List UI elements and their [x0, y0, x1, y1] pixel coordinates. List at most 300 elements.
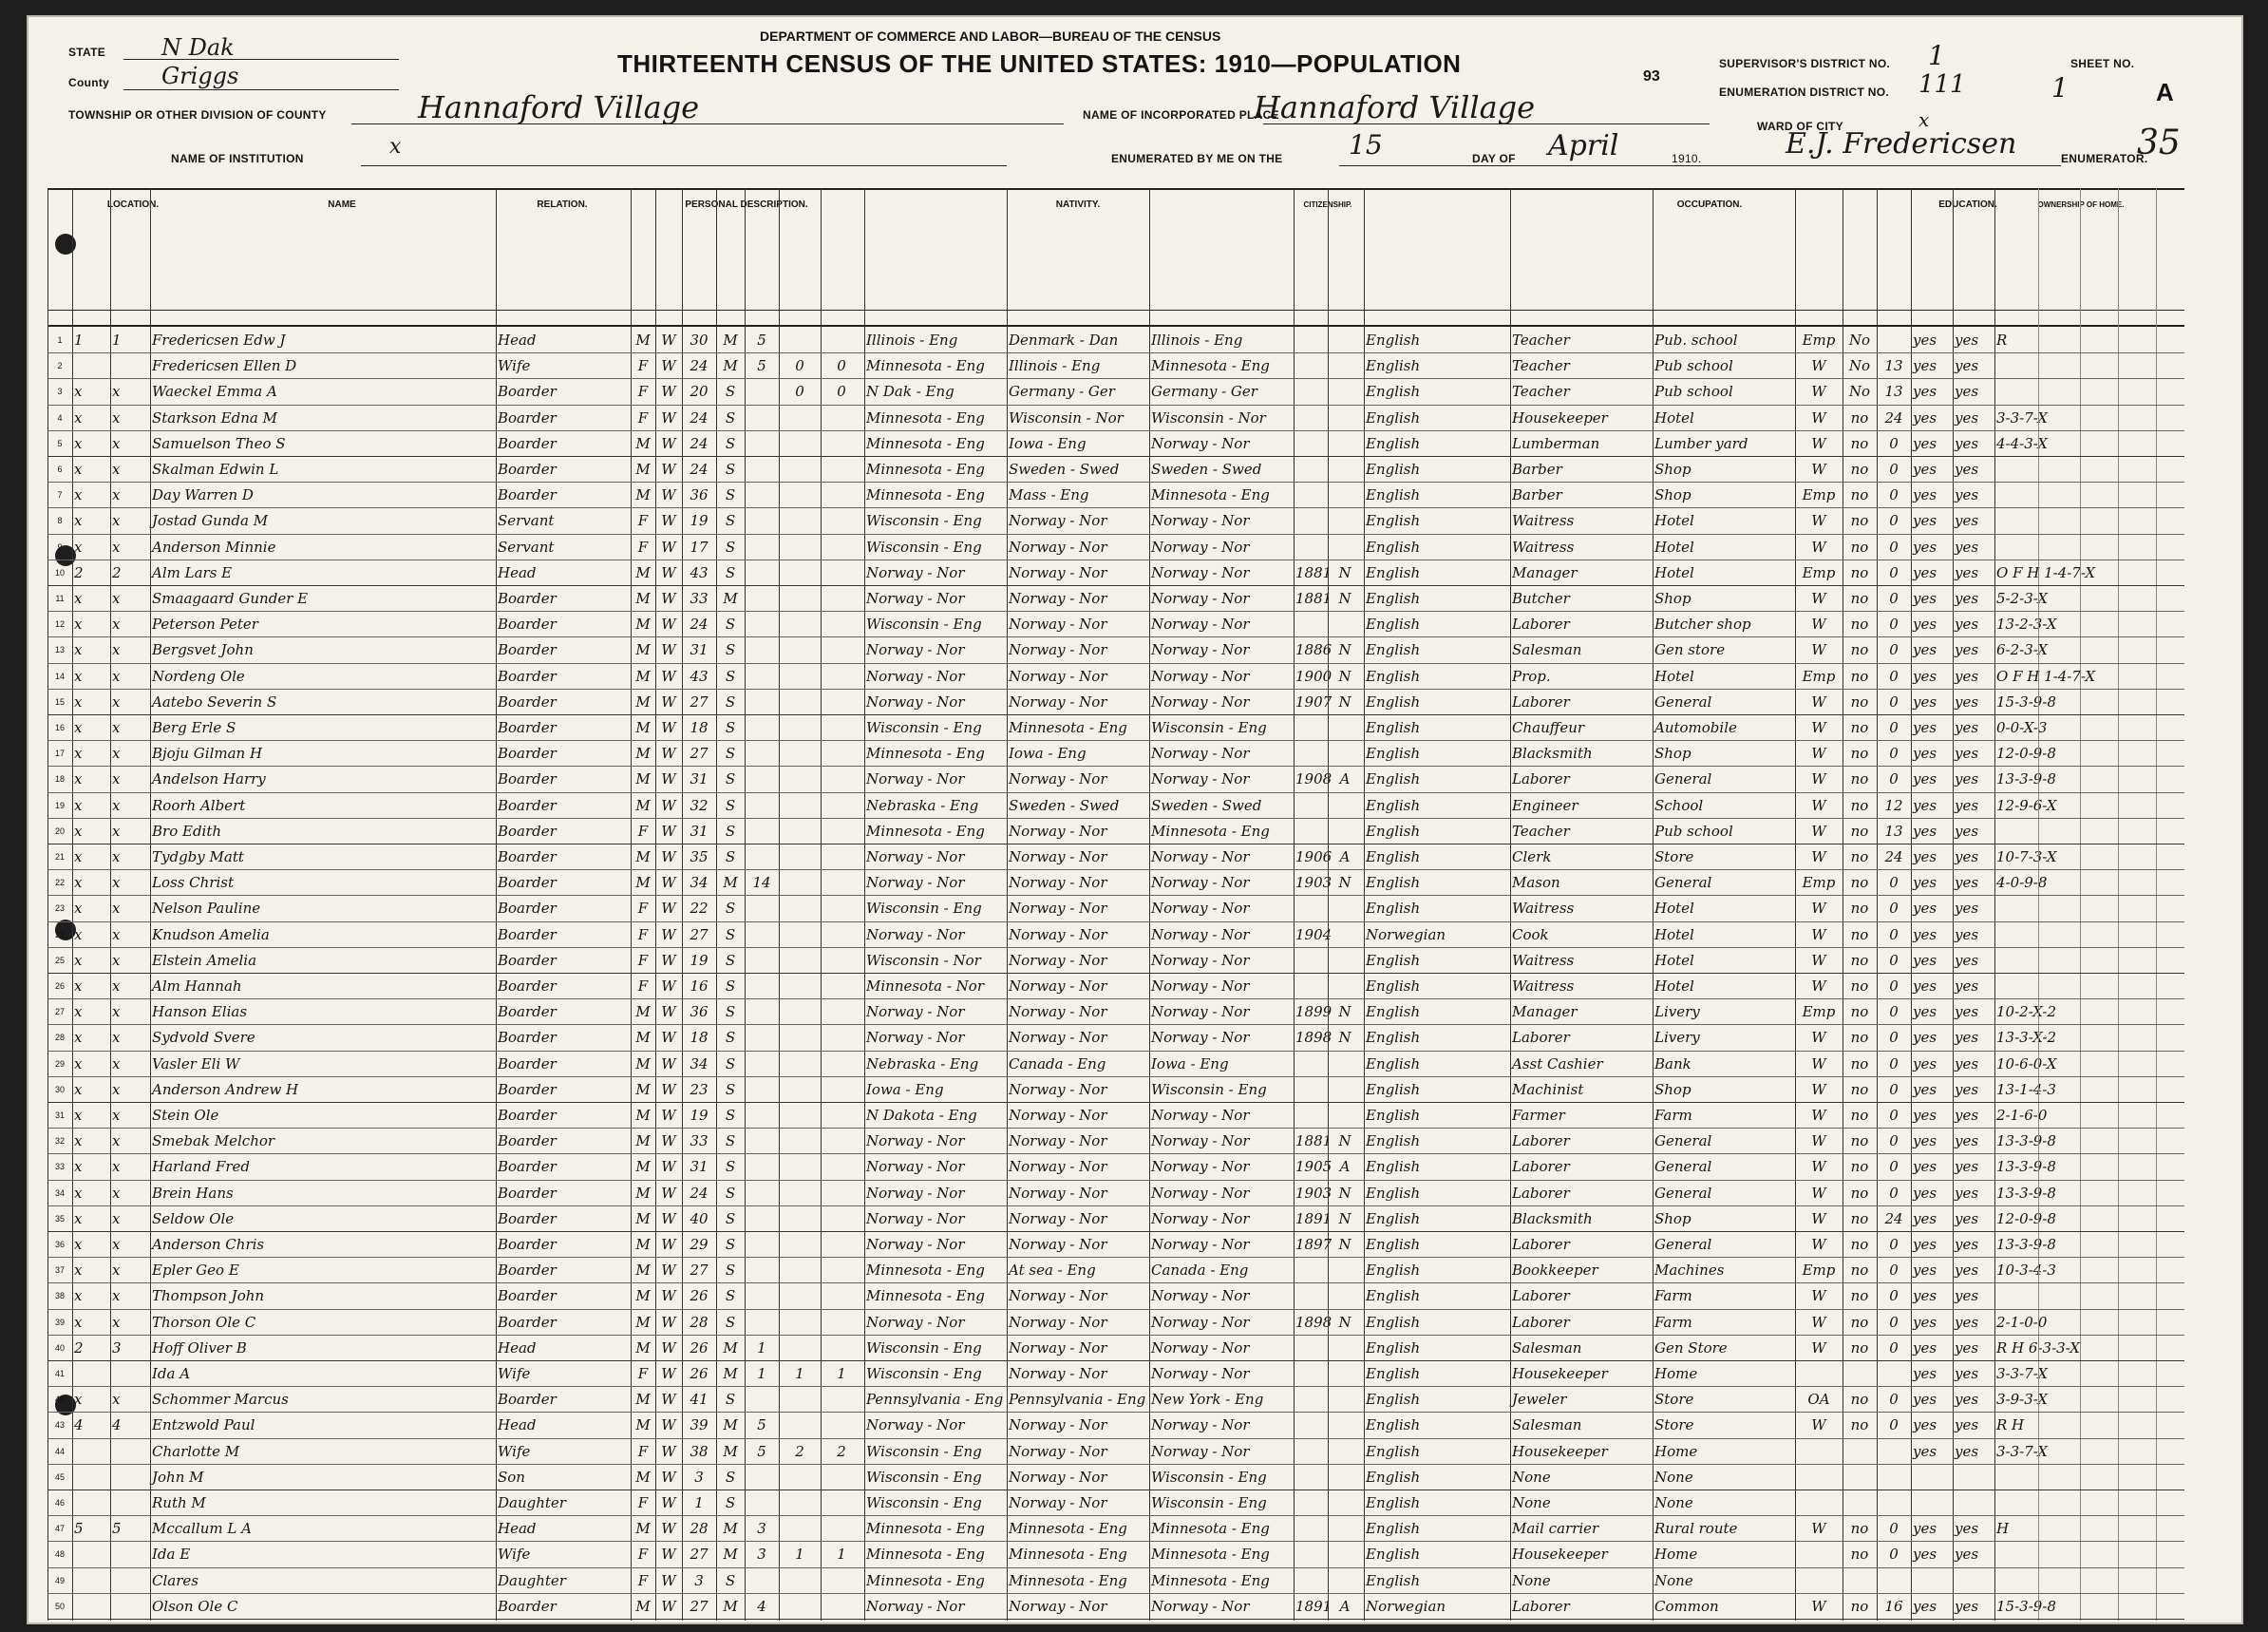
cell-n: 19: [54, 800, 65, 810]
cell-pobm: Norway - Nor: [1151, 1416, 1250, 1434]
column-rule: [1877, 188, 1878, 1621]
cell-own: [1996, 458, 2183, 481]
cell-own: [1996, 536, 2183, 559]
cell-n: 38: [54, 1291, 65, 1301]
cell-nat: [1330, 1440, 1360, 1463]
cell-d: x: [74, 434, 83, 452]
cell-write: yes: [1955, 616, 1979, 634]
cell-wks: 0: [1889, 461, 1899, 478]
cell-imm: [1295, 975, 1326, 997]
cell-rel: Boarder: [498, 590, 557, 607]
cell-pob: Norway - Nor: [866, 848, 965, 865]
cell-yrs: [747, 665, 777, 688]
cell-nat: [1330, 432, 1360, 455]
cell-nat: [1330, 509, 1360, 532]
cell-living: [822, 1182, 860, 1205]
cell-name: Anderson Andrew H: [152, 1080, 299, 1098]
cell-lang: English: [1366, 1132, 1421, 1150]
enumerator-label: ENUMERATOR.: [2061, 152, 2148, 165]
cell-read: yes: [1913, 745, 1937, 763]
cell-lang: Norwegian: [1366, 1597, 1446, 1615]
cell-kids: [781, 1259, 819, 1281]
cell-pob: Minnesota - Eng: [866, 745, 985, 763]
cell-kids: [781, 716, 819, 739]
cell-yrs: 5: [757, 1442, 766, 1460]
cell-oow: no: [1850, 951, 1869, 969]
cell-ind: Pub. school: [1654, 332, 1738, 349]
cell-n: 15: [54, 696, 65, 707]
cell-kids: [781, 845, 819, 868]
cell-oow: no: [1850, 1054, 1869, 1072]
cell-f: x: [112, 745, 121, 763]
cell-own: [1996, 1466, 2183, 1489]
cell-pobf: Norway - Nor: [1009, 512, 1107, 530]
county-label: County: [68, 76, 110, 89]
cell-living: 0: [837, 357, 846, 375]
cell-race: W: [661, 538, 676, 556]
cell-read: yes: [1913, 1080, 1937, 1098]
cell-pobm: Norway - Nor: [1151, 1184, 1250, 1202]
cell-mar: M: [723, 1546, 738, 1564]
cell-f: x: [112, 1132, 121, 1150]
cell-kids: 1: [795, 1365, 804, 1382]
sheet-value: 1: [2051, 72, 2069, 104]
cell-pobm: Minnesota - Eng: [1151, 486, 1270, 504]
cell-pob: N Dakota - Eng: [866, 1107, 977, 1124]
cell-d: x: [74, 693, 83, 711]
cell-read: yes: [1913, 383, 1937, 401]
column-rule: [682, 188, 683, 1621]
cell-read: yes: [1913, 693, 1937, 711]
cell-wks: 0: [1889, 745, 1899, 763]
cell-nat: [1330, 975, 1360, 997]
cell-kids: [781, 1026, 819, 1049]
cell-lang: English: [1366, 1391, 1421, 1409]
cell-imm: [1295, 1491, 1326, 1514]
cell-living: [822, 1388, 860, 1411]
cell-occ: Laborer: [1512, 1597, 1570, 1615]
cell-age: 18: [690, 719, 709, 736]
cell-age: 26: [690, 1338, 709, 1357]
cell-rel: Boarder: [498, 1158, 557, 1176]
cell-living: [822, 1569, 860, 1592]
cell-kids: [781, 561, 819, 584]
cell-pob: Nebraska - Eng: [866, 1054, 979, 1072]
cell-wks: 0: [1889, 590, 1899, 607]
cell-occ: Asst Cashier: [1512, 1054, 1603, 1072]
cell-imm: [1295, 509, 1326, 532]
cell-yrs: [747, 820, 777, 843]
cell-f: x: [112, 486, 121, 504]
cell-pob: Minnesota - Eng: [866, 1520, 985, 1538]
cell-emp: W: [1811, 848, 1826, 865]
cell-pobf: Norway - Nor: [1009, 1184, 1107, 1202]
cell-rel: Boarder: [498, 616, 557, 634]
cell-lang: English: [1366, 641, 1421, 659]
cell-n: 22: [54, 878, 65, 888]
cell-race: W: [661, 461, 676, 478]
enumeration-district-value: 111: [1918, 70, 1966, 99]
cell-yrs: [747, 1000, 777, 1023]
cell-oow: No: [1848, 357, 1871, 375]
row-rule: [47, 1153, 2184, 1154]
corner-stamp: 35: [2137, 123, 2181, 162]
cell-kids: [781, 691, 819, 713]
cell-pobf: Norway - Nor: [1009, 1158, 1107, 1176]
cell-pob: Iowa - Eng: [866, 1080, 944, 1098]
cell-race: W: [661, 1003, 676, 1021]
row-rule: [47, 1309, 2184, 1310]
cell-f: x: [112, 719, 121, 736]
cell-own: 3-3-7-X: [1996, 1365, 2048, 1382]
cell-sex: F: [637, 408, 649, 427]
cell-living: [822, 1311, 860, 1334]
cell-lang: English: [1366, 719, 1421, 736]
cell-d: x: [74, 641, 83, 659]
cell-age: 27: [690, 1262, 709, 1280]
cell-pobf: Denmark - Dan: [1009, 332, 1119, 349]
cell-ind: Butcher shop: [1654, 616, 1751, 634]
cell-living: [822, 845, 860, 868]
cell-emp: W: [1811, 693, 1826, 711]
cell-sex: F: [637, 512, 649, 530]
section-name: NAME: [328, 199, 356, 210]
cell-own: 10-3-4-3: [1996, 1262, 2056, 1280]
cell-pob: Minnesota - Eng: [866, 822, 985, 840]
cell-own: [1996, 1569, 2183, 1592]
cell-wks: 0: [1889, 874, 1899, 892]
cell-sex: M: [635, 1597, 651, 1615]
cell-lang: English: [1366, 822, 1421, 840]
cell-lang: English: [1366, 1003, 1421, 1021]
cell-read: yes: [1913, 1365, 1937, 1382]
cell-wks: 0: [1889, 719, 1899, 736]
cell-pobm: Norway - Nor: [1151, 900, 1250, 918]
cell-own: 2-1-6-0: [1996, 1107, 2048, 1124]
row-rule: [47, 1128, 2184, 1129]
cell-emp: W: [1811, 1054, 1826, 1072]
cell-wks: 0: [1889, 951, 1899, 969]
cell-yrs: [747, 691, 777, 713]
cell-oow: no: [1850, 616, 1869, 634]
cell-sex: F: [637, 900, 649, 918]
cell-pobf: Norway - Nor: [1009, 590, 1107, 607]
cell-pobf: Illinois - Eng: [1009, 357, 1101, 375]
cell-own: [1996, 820, 2183, 843]
cell-nat: [1330, 329, 1360, 351]
cell-yrs: [747, 1155, 777, 1178]
cell-emp: W: [1811, 357, 1826, 375]
cell-f: x: [112, 1029, 121, 1047]
cell-sex: F: [637, 538, 649, 556]
place-label: NAME OF INCORPORATED PLACE: [1083, 108, 1279, 122]
cell-ind: Gen store: [1654, 641, 1726, 659]
cell-rel: Boarder: [498, 900, 557, 918]
cell-n: 34: [54, 1187, 65, 1198]
cell-nat: [1330, 923, 1360, 946]
cell-yrs: 3: [757, 1546, 766, 1564]
cell-rel: Boarder: [498, 1313, 557, 1331]
cell-write: yes: [1955, 1262, 1979, 1280]
cell-kids: [781, 897, 819, 920]
cell-lang: English: [1366, 874, 1421, 892]
cell-occ: Housekeeper: [1512, 1365, 1608, 1382]
cell-wks: 0: [1889, 616, 1899, 634]
cell-sex: M: [635, 1029, 651, 1047]
cell-mar: S: [725, 900, 736, 918]
cell-oow: no: [1850, 848, 1869, 865]
institution-label: NAME OF INSTITUTION: [171, 152, 304, 165]
cell-nat: [1330, 1284, 1360, 1307]
column-rule: [2156, 188, 2157, 1621]
cell-living: [822, 716, 860, 739]
cell-write: yes: [1955, 461, 1979, 478]
cell-mar: S: [725, 1054, 736, 1072]
cell-n: 14: [54, 671, 65, 681]
cell-sex: F: [637, 1494, 649, 1511]
cell-lang: English: [1366, 1236, 1421, 1253]
cell-ind: Farm: [1654, 1107, 1692, 1124]
cell-write: yes: [1955, 1184, 1979, 1202]
cell-pob: Norway - Nor: [866, 563, 965, 581]
cell-emp: W: [1811, 1184, 1826, 1202]
cell-age: 33: [690, 590, 709, 607]
cell-nat: N: [1338, 590, 1351, 607]
cell-pobm: Norway - Nor: [1151, 434, 1250, 452]
cell-occ: Chauffeur: [1512, 719, 1585, 736]
cell-race: W: [661, 925, 676, 943]
cell-pob: Minnesota - Eng: [866, 461, 985, 478]
cell-age: 31: [690, 641, 709, 659]
cell-pobf: Norway - Nor: [1009, 1494, 1107, 1511]
cell-occ: Waitress: [1512, 512, 1575, 530]
cell-sex: M: [635, 616, 651, 634]
ward-value: x: [1918, 108, 1930, 131]
cell-imm: [1295, 794, 1326, 817]
cell-living: [822, 1491, 860, 1514]
cell-mar: S: [725, 1391, 736, 1409]
cell-ind: Common: [1654, 1597, 1719, 1615]
cell-f: x: [112, 1054, 121, 1072]
cell-d: x: [74, 590, 83, 607]
cell-mar: S: [725, 925, 736, 943]
cell-pobf: Pennsylvania - Eng: [1009, 1391, 1146, 1409]
cell-n: 32: [54, 1136, 65, 1147]
cell-emp: W: [1811, 1132, 1826, 1150]
cell-oow: No: [1848, 332, 1871, 349]
row-rule: [47, 405, 2184, 406]
cell-mar: M: [723, 332, 738, 349]
cell-f: x: [112, 1391, 121, 1409]
cell-occ: Manager: [1512, 1003, 1578, 1021]
cell-wks: 0: [1889, 925, 1899, 943]
cell-own: 13-3-9-8: [1996, 770, 2056, 788]
cell-imm: [1295, 716, 1326, 739]
row-rule: [47, 973, 2184, 974]
cell-sex: M: [635, 1158, 651, 1176]
cell-age: 34: [690, 874, 709, 892]
cell-pobf: Minnesota - Eng: [1009, 719, 1127, 736]
cell-write: yes: [1955, 977, 1979, 995]
cell-mar: S: [725, 1468, 736, 1486]
cell-pob: Norway - Nor: [866, 693, 965, 711]
cell-rel: Boarder: [498, 408, 557, 427]
cell-d: x: [74, 900, 83, 918]
cell-kids: [781, 975, 819, 997]
cell-nat: A: [1339, 848, 1351, 865]
cell-sex: M: [635, 641, 651, 659]
cell-imm: [1295, 897, 1326, 920]
cell-wks: 13: [1884, 357, 1903, 375]
cell-yrs: [747, 1104, 777, 1127]
cell-yrs: [747, 1026, 777, 1049]
cell-rel: Servant: [498, 538, 555, 556]
cell-name: Sydvold Svere: [152, 1029, 255, 1047]
cell-rel: Boarder: [498, 1287, 557, 1305]
cell-pob: Minnesota - Eng: [866, 1571, 985, 1589]
cell-oow: no: [1850, 1338, 1869, 1357]
cell-imm: [1295, 1078, 1326, 1101]
cell-nat: N: [1338, 1003, 1351, 1021]
cell-lang: English: [1366, 461, 1421, 478]
cell-wks: 0: [1889, 693, 1899, 711]
cell-name: Fredericsen Ellen D: [152, 357, 297, 375]
cell-nat: A: [1339, 770, 1351, 788]
cell-rel: Boarder: [498, 693, 557, 711]
cell-yrs: [747, 536, 777, 559]
cell-n: 27: [54, 1007, 65, 1017]
cell-own: O F H 1-4-7-X: [1996, 667, 2096, 685]
cell-read: yes: [1913, 357, 1937, 375]
census-sheet: [28, 17, 2241, 1623]
ward-label: WARD OF CITY: [1757, 120, 1843, 133]
cell-pob: Norway - Nor: [866, 925, 965, 943]
cell-wks: 0: [1889, 641, 1899, 659]
cell-name: Starkson Edna M: [152, 408, 277, 427]
cell-kids: [781, 794, 819, 817]
cell-age: 18: [690, 1029, 709, 1047]
cell-ind: Rural route: [1654, 1520, 1738, 1538]
cell-read: yes: [1913, 822, 1937, 840]
cell-d: x: [74, 1209, 83, 1227]
row-rule: [47, 507, 2184, 508]
cell-oow: no: [1850, 667, 1869, 685]
cell-pobf: Norway - Nor: [1009, 822, 1107, 840]
cell-name: Thompson John: [152, 1287, 265, 1305]
cell-write: yes: [1955, 1546, 1979, 1564]
cell-read: yes: [1913, 1338, 1937, 1357]
cell-read: yes: [1913, 977, 1937, 995]
cell-ind: Farm: [1654, 1313, 1692, 1331]
cell-pobf: Norway - Nor: [1009, 641, 1107, 659]
cell-kids: [781, 432, 819, 455]
cell-d: x: [74, 408, 83, 427]
cell-occ: Waitress: [1512, 900, 1575, 918]
cell-write: [1955, 1466, 1993, 1489]
cell-lang: English: [1366, 486, 1421, 504]
cell-name: Hoff Oliver B: [152, 1338, 247, 1357]
cell-kids: [781, 1388, 819, 1411]
cell-pobf: Norway - Nor: [1009, 693, 1107, 711]
cell-age: 27: [690, 745, 709, 763]
cell-name: Anderson Chris: [152, 1236, 265, 1253]
cell-mar: S: [725, 1287, 736, 1305]
cell-rel: Wife: [498, 1442, 531, 1460]
cell-own: O F H 1-4-7-X: [1996, 563, 2096, 581]
cell-pobf: Norway - Nor: [1009, 848, 1107, 865]
cell-read: yes: [1913, 616, 1937, 634]
cell-oow: no: [1850, 1597, 1869, 1615]
supervisor-district-value: 1: [1928, 40, 1945, 71]
cell-f: [112, 1595, 146, 1618]
cell-lang: English: [1366, 796, 1421, 814]
column-rule: [821, 188, 822, 1621]
enumeration-district-label: ENUMERATION DISTRICT NO.: [1719, 85, 1889, 99]
cell-occ: Engineer: [1512, 796, 1578, 814]
cell-sex: M: [635, 667, 651, 685]
cell-emp: Emp: [1802, 1262, 1836, 1280]
row-rule: [47, 456, 2184, 457]
cell-own: 5-2-3-X: [1996, 590, 2048, 607]
cell-own: 10-2-X-2: [1996, 1003, 2056, 1021]
cell-ind: General: [1654, 1184, 1712, 1202]
cell-nat: [1330, 1517, 1360, 1540]
cell-pobf: Norway - Nor: [1009, 1287, 1107, 1305]
cell-f: x: [112, 1184, 121, 1202]
cell-pob: Pennsylvania - Eng: [866, 1391, 1004, 1409]
cell-d: x: [74, 512, 83, 530]
state-label: STATE: [68, 46, 106, 59]
cell-nat: N: [1338, 1029, 1351, 1047]
cell-kids: [781, 484, 819, 506]
cell-kids: [781, 407, 819, 429]
column-rule: [1149, 188, 1150, 1621]
cell-wks: 0: [1889, 900, 1899, 918]
cell-n: 25: [54, 955, 65, 965]
cell-pobf: Norway - Nor: [1009, 1338, 1107, 1357]
cell-d: x: [74, 486, 83, 504]
sheet-label: SHEET NO.: [2070, 57, 2135, 70]
cell-d: x: [74, 1236, 83, 1253]
cell-own: 15-3-9-8: [1996, 1597, 2056, 1615]
cell-pobf: Minnesota - Eng: [1009, 1520, 1127, 1538]
cell-age: 28: [690, 1520, 709, 1538]
cell-yrs: 4: [757, 1597, 766, 1615]
cell-occ: Salesman: [1512, 641, 1582, 659]
cell-write: yes: [1955, 667, 1979, 685]
cell-occ: Teacher: [1512, 357, 1570, 375]
census-table: [47, 188, 2184, 1621]
cell-race: W: [661, 1365, 676, 1382]
cell-occ: Machinist: [1512, 1080, 1584, 1098]
cell-imm: 1903: [1295, 874, 1332, 892]
cell-lang: English: [1366, 563, 1421, 581]
cell-yrs: [747, 1569, 777, 1592]
cell-sex: M: [635, 770, 651, 788]
cell-pobm: Wisconsin - Eng: [1151, 719, 1267, 736]
cell-own: 0-0-X-3: [1996, 719, 2048, 736]
cell-ind: None: [1654, 1494, 1693, 1511]
cell-age: 16: [690, 977, 709, 995]
section-ownership: OWNERSHIP OF HOME.: [2037, 200, 2125, 209]
cell-occ: Mason: [1512, 874, 1560, 892]
column-rule: [150, 188, 151, 1621]
cell-f: x: [112, 874, 121, 892]
cell-pob: Norway - Nor: [866, 641, 965, 659]
cell-nat: A: [1339, 1158, 1351, 1176]
cell-living: [822, 1104, 860, 1127]
cell-write: yes: [1955, 1107, 1979, 1124]
